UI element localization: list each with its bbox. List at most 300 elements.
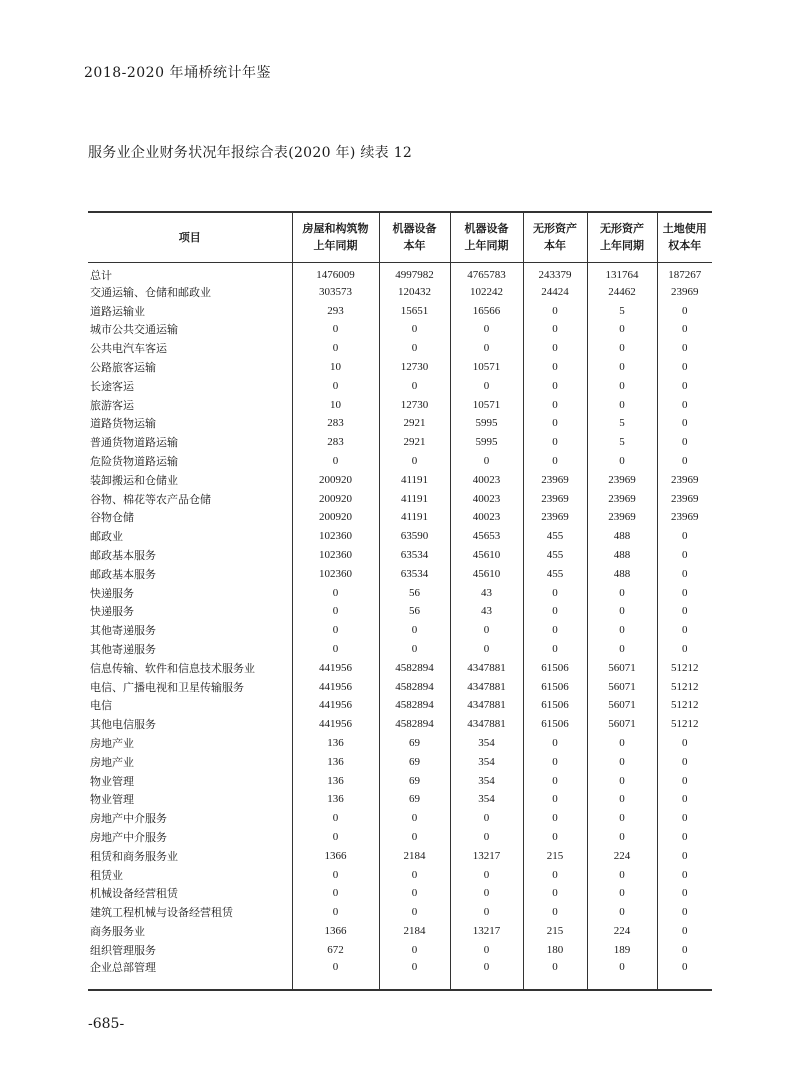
table-cell: 51212 bbox=[657, 696, 712, 715]
table-cell: 0 bbox=[292, 339, 379, 358]
table-cell: 61506 bbox=[523, 677, 587, 696]
table-cell: 45653 bbox=[450, 527, 523, 546]
table-cell: 0 bbox=[292, 376, 379, 395]
table-cell: 2921 bbox=[379, 414, 450, 433]
table-cell: 40023 bbox=[450, 470, 523, 489]
table-cell: 0 bbox=[587, 621, 657, 640]
table-cell: 187267 bbox=[657, 262, 712, 283]
table-row bbox=[88, 734, 712, 753]
table-cell: 136 bbox=[292, 752, 379, 771]
table-cell: 5 bbox=[587, 433, 657, 452]
table-cell: 102242 bbox=[450, 283, 523, 302]
table-cell: 215 bbox=[523, 922, 587, 941]
table-cell: 0 bbox=[587, 734, 657, 753]
table-cell: 102360 bbox=[292, 546, 379, 565]
table-cell: 0 bbox=[587, 452, 657, 471]
table-cell: 0 bbox=[523, 414, 587, 433]
table-cell: 488 bbox=[587, 527, 657, 546]
row-label: 企业总部管理 bbox=[88, 959, 292, 990]
table-cell: 200920 bbox=[292, 508, 379, 527]
table-row bbox=[88, 489, 712, 508]
table-cell: 4582894 bbox=[379, 696, 450, 715]
table-row bbox=[88, 414, 712, 433]
column-header bbox=[292, 212, 379, 262]
table-cell: 0 bbox=[587, 602, 657, 621]
row-label: 房地产中介服务 bbox=[90, 831, 167, 844]
table-row bbox=[88, 846, 712, 865]
table-cell: 23969 bbox=[657, 489, 712, 508]
column-header-line1: 无形资产 bbox=[600, 222, 644, 236]
table-cell: 0 bbox=[657, 752, 712, 771]
table-cell: 4347881 bbox=[450, 696, 523, 715]
table-cell: 0 bbox=[587, 339, 657, 358]
table-cell: 0 bbox=[657, 527, 712, 546]
row-label: 普通货物道路运输 bbox=[90, 436, 178, 450]
table-cell: 69 bbox=[379, 771, 450, 790]
table-cell: 0 bbox=[657, 809, 712, 828]
column-header-line1: 机器设备 bbox=[392, 222, 437, 236]
row-label: 商务服务业 bbox=[90, 924, 145, 938]
table-body bbox=[88, 262, 712, 990]
table-cell: 51212 bbox=[657, 677, 712, 696]
table-cell: 23969 bbox=[587, 489, 657, 508]
table-cell: 293 bbox=[292, 301, 379, 320]
table-cell: 12730 bbox=[379, 358, 450, 377]
table-cell: 0 bbox=[657, 903, 712, 922]
table-cell: 224 bbox=[587, 922, 657, 941]
table-cell: 23969 bbox=[657, 283, 712, 302]
table-cell: 4582894 bbox=[379, 658, 450, 677]
table-cell: 41191 bbox=[379, 508, 450, 527]
table-cell: 24424 bbox=[523, 283, 587, 302]
row-label: 城市公共交通运输 bbox=[90, 323, 178, 337]
table-cell: 2921 bbox=[379, 433, 450, 452]
row-label: 电信、广播电视和卫星传输服务 bbox=[90, 680, 244, 694]
table-cell: 0 bbox=[523, 376, 587, 395]
table-cell: 0 bbox=[523, 301, 587, 320]
table-cell: 0 bbox=[292, 809, 379, 828]
table-cell: 283 bbox=[292, 433, 379, 452]
table-cell: 0 bbox=[379, 903, 450, 922]
table-cell: 0 bbox=[523, 583, 587, 602]
table-cell: 0 bbox=[379, 940, 450, 959]
row-label: 房地产中介服务 bbox=[90, 812, 167, 826]
table-cell: 0 bbox=[587, 395, 657, 414]
table-cell: 0 bbox=[657, 414, 712, 433]
statistics-table bbox=[88, 211, 712, 991]
table-cell: 4347881 bbox=[450, 715, 523, 734]
table-cell: 5 bbox=[587, 301, 657, 320]
table-cell: 354 bbox=[450, 734, 523, 753]
table-row bbox=[88, 546, 712, 565]
table-cell: 15651 bbox=[379, 301, 450, 320]
column-header-line1: 机器设备 bbox=[464, 222, 509, 236]
table-row bbox=[88, 828, 712, 847]
table-row bbox=[88, 508, 712, 527]
table-cell: 0 bbox=[657, 339, 712, 358]
table-cell: 455 bbox=[523, 527, 587, 546]
row-label: 道路运输业 bbox=[90, 304, 145, 318]
column-header-line2: 上年同期 bbox=[313, 239, 358, 253]
row-label: 公路旅客运输 bbox=[90, 361, 156, 375]
row-label: 电信 bbox=[90, 699, 112, 713]
table-cell: 0 bbox=[379, 884, 450, 903]
table-cell: 0 bbox=[657, 602, 712, 621]
table-cell: 12730 bbox=[379, 395, 450, 414]
table-row bbox=[88, 564, 712, 583]
table-cell: 0 bbox=[292, 452, 379, 471]
table-cell: 488 bbox=[587, 564, 657, 583]
table-row bbox=[88, 301, 712, 320]
table-row bbox=[88, 395, 712, 414]
table-cell: 0 bbox=[657, 884, 712, 903]
table-cell: 0 bbox=[523, 640, 587, 659]
table-cell: 0 bbox=[587, 959, 657, 990]
column-header-line2: 本年 bbox=[403, 239, 426, 253]
table-cell: 43 bbox=[450, 583, 523, 602]
table-cell: 0 bbox=[657, 358, 712, 377]
table-row bbox=[88, 470, 712, 489]
table-row bbox=[88, 283, 712, 302]
row-label: 快递服务 bbox=[90, 605, 134, 619]
table-cell: 0 bbox=[523, 771, 587, 790]
table-cell: 354 bbox=[450, 752, 523, 771]
column-header bbox=[523, 212, 587, 262]
table-cell: 455 bbox=[523, 546, 587, 565]
table-cell: 136 bbox=[292, 790, 379, 809]
table-row bbox=[88, 696, 712, 715]
table-cell: 4997982 bbox=[379, 262, 450, 283]
table-cell: 0 bbox=[450, 339, 523, 358]
row-label: 邮政基本服务 bbox=[90, 549, 156, 563]
table-row bbox=[88, 452, 712, 471]
table-cell: 136 bbox=[292, 734, 379, 753]
table-cell: 0 bbox=[523, 395, 587, 414]
table-cell: 0 bbox=[450, 621, 523, 640]
row-label: 租赁和商务服务业 bbox=[90, 849, 178, 863]
row-label: 长途客运 bbox=[90, 379, 134, 393]
table-cell: 0 bbox=[379, 621, 450, 640]
table-cell: 1476009 bbox=[292, 262, 379, 283]
column-header-line1: 房屋和构筑物 bbox=[302, 222, 369, 236]
table-cell: 56 bbox=[379, 583, 450, 602]
table-cell: 200920 bbox=[292, 489, 379, 508]
table-cell: 0 bbox=[657, 395, 712, 414]
table-cell: 0 bbox=[450, 959, 523, 990]
table-cell: 303573 bbox=[292, 283, 379, 302]
table-cell: 23969 bbox=[587, 470, 657, 489]
table-cell: 5995 bbox=[450, 414, 523, 433]
table-cell: 0 bbox=[450, 828, 523, 847]
table-cell: 0 bbox=[657, 828, 712, 847]
table-row bbox=[88, 339, 712, 358]
table-cell: 0 bbox=[292, 583, 379, 602]
row-label: 谷物、棉花等农产品仓储 bbox=[90, 492, 211, 506]
table-cell: 1366 bbox=[292, 922, 379, 941]
table-cell: 0 bbox=[450, 376, 523, 395]
table-cell: 0 bbox=[450, 940, 523, 959]
table-cell: 0 bbox=[379, 320, 450, 339]
page-number: -685- bbox=[88, 1016, 125, 1032]
table-cell: 0 bbox=[657, 734, 712, 753]
table-cell: 0 bbox=[587, 376, 657, 395]
table-cell: 0 bbox=[523, 358, 587, 377]
table-cell: 4347881 bbox=[450, 677, 523, 696]
table-cell: 23969 bbox=[523, 470, 587, 489]
row-label: 总计 bbox=[90, 268, 112, 282]
table-cell: 0 bbox=[379, 640, 450, 659]
table-cell: 455 bbox=[523, 564, 587, 583]
table-cell: 0 bbox=[450, 865, 523, 884]
column-header bbox=[88, 212, 292, 262]
table-cell: 4765783 bbox=[450, 262, 523, 283]
row-label: 装卸搬运和仓储业 bbox=[90, 473, 178, 487]
table-cell: 63534 bbox=[379, 564, 450, 583]
column-header-line2: 权本年 bbox=[668, 239, 702, 253]
table-cell: 23969 bbox=[657, 470, 712, 489]
table-cell: 0 bbox=[657, 583, 712, 602]
table-cell: 0 bbox=[587, 865, 657, 884]
table-cell: 13217 bbox=[450, 846, 523, 865]
table-row bbox=[88, 621, 712, 640]
table-cell: 0 bbox=[292, 884, 379, 903]
table-row bbox=[88, 771, 712, 790]
table-cell: 120432 bbox=[379, 283, 450, 302]
table-cell: 61506 bbox=[523, 715, 587, 734]
table-cell: 16566 bbox=[450, 301, 523, 320]
table-cell: 51212 bbox=[657, 715, 712, 734]
table-cell: 0 bbox=[292, 320, 379, 339]
table-cell: 0 bbox=[587, 320, 657, 339]
table-cell: 441956 bbox=[292, 658, 379, 677]
header-row bbox=[88, 212, 712, 262]
table-row bbox=[88, 752, 712, 771]
column-header-line2: 上年同期 bbox=[464, 239, 509, 253]
table-cell: 0 bbox=[587, 771, 657, 790]
table-cell: 0 bbox=[523, 602, 587, 621]
column-header bbox=[587, 212, 657, 262]
table-cell: 0 bbox=[657, 865, 712, 884]
table-cell: 40023 bbox=[450, 508, 523, 527]
table-row bbox=[88, 790, 712, 809]
table-row bbox=[88, 262, 712, 283]
table-cell: 2184 bbox=[379, 846, 450, 865]
table-cell: 4347881 bbox=[450, 658, 523, 677]
row-label: 交通运输、仓储和邮政业 bbox=[90, 285, 211, 299]
table-cell: 180 bbox=[523, 940, 587, 959]
table-cell: 0 bbox=[379, 809, 450, 828]
table-row bbox=[88, 903, 712, 922]
table-cell: 0 bbox=[523, 752, 587, 771]
row-label: 道路货物运输 bbox=[90, 417, 156, 431]
row-label: 危险货物道路运输 bbox=[90, 455, 178, 469]
row-label: 其他寄递服务 bbox=[90, 643, 156, 657]
table-cell: 441956 bbox=[292, 696, 379, 715]
table-cell: 56071 bbox=[587, 715, 657, 734]
table-cell: 0 bbox=[657, 564, 712, 583]
table-cell: 0 bbox=[292, 640, 379, 659]
row-label: 信息传输、软件和信息技术服务业 bbox=[90, 661, 255, 675]
table-cell: 0 bbox=[657, 959, 712, 990]
table-cell: 13217 bbox=[450, 922, 523, 941]
column-header bbox=[657, 212, 712, 262]
table-cell: 0 bbox=[523, 320, 587, 339]
table-cell: 0 bbox=[657, 922, 712, 941]
table-cell: 283 bbox=[292, 414, 379, 433]
table-row bbox=[88, 433, 712, 452]
table-row bbox=[88, 320, 712, 339]
table-cell: 0 bbox=[657, 301, 712, 320]
table-cell: 189 bbox=[587, 940, 657, 959]
column-header-line1: 项目 bbox=[178, 230, 201, 244]
table-cell: 215 bbox=[523, 846, 587, 865]
table-row bbox=[88, 922, 712, 941]
table-cell: 0 bbox=[523, 790, 587, 809]
table-cell: 102360 bbox=[292, 564, 379, 583]
table-cell: 23969 bbox=[657, 508, 712, 527]
row-label: 邮政业 bbox=[90, 530, 123, 544]
table-cell: 45610 bbox=[450, 564, 523, 583]
table-cell: 0 bbox=[523, 828, 587, 847]
table-cell: 63534 bbox=[379, 546, 450, 565]
table-row bbox=[88, 358, 712, 377]
table-cell: 10571 bbox=[450, 395, 523, 414]
table-row bbox=[88, 715, 712, 734]
table-cell: 0 bbox=[450, 452, 523, 471]
row-label: 机械设备经营租赁 bbox=[90, 887, 178, 901]
row-label: 邮政基本服务 bbox=[90, 567, 156, 581]
table-cell: 69 bbox=[379, 734, 450, 753]
table-row bbox=[88, 376, 712, 395]
table-cell: 102360 bbox=[292, 527, 379, 546]
table-cell: 0 bbox=[379, 452, 450, 471]
row-label: 旅游客运 bbox=[90, 398, 134, 412]
table-cell: 0 bbox=[523, 339, 587, 358]
column-header-line1: 无形资产 bbox=[533, 222, 577, 236]
row-label: 物业管理 bbox=[90, 793, 134, 807]
row-label: 其他寄递服务 bbox=[90, 624, 156, 638]
table-header bbox=[88, 212, 712, 262]
table-cell: 0 bbox=[587, 640, 657, 659]
table-cell: 61506 bbox=[523, 696, 587, 715]
table-cell: 10 bbox=[292, 395, 379, 414]
table-cell: 0 bbox=[587, 828, 657, 847]
table-cell: 43 bbox=[450, 602, 523, 621]
table-cell: 41191 bbox=[379, 489, 450, 508]
table-cell: 24462 bbox=[587, 283, 657, 302]
table-cell: 0 bbox=[379, 865, 450, 884]
table-cell: 56 bbox=[379, 602, 450, 621]
table-cell: 51212 bbox=[657, 658, 712, 677]
table-row bbox=[88, 602, 712, 621]
table-cell: 23969 bbox=[587, 508, 657, 527]
table-row bbox=[88, 809, 712, 828]
table-row bbox=[88, 677, 712, 696]
table-cell: 0 bbox=[523, 884, 587, 903]
row-label: 房地产业 bbox=[90, 737, 134, 751]
row-label: 快递服务 bbox=[90, 586, 134, 600]
table-cell: 0 bbox=[379, 339, 450, 358]
table-cell: 136 bbox=[292, 771, 379, 790]
table-cell: 0 bbox=[450, 903, 523, 922]
column-header-line1: 土地使用 bbox=[662, 222, 707, 236]
table-cell: 0 bbox=[587, 358, 657, 377]
table-cell: 2184 bbox=[379, 922, 450, 941]
table-cell: 441956 bbox=[292, 715, 379, 734]
table-cell: 56071 bbox=[587, 677, 657, 696]
table-cell: 0 bbox=[523, 809, 587, 828]
table-cell: 0 bbox=[379, 959, 450, 990]
table-cell: 56071 bbox=[587, 696, 657, 715]
table-cell: 0 bbox=[657, 546, 712, 565]
table-row bbox=[88, 527, 712, 546]
table-cell: 0 bbox=[657, 846, 712, 865]
table-cell: 354 bbox=[450, 790, 523, 809]
table-cell: 40023 bbox=[450, 489, 523, 508]
column-header-line2: 本年 bbox=[544, 239, 566, 253]
table-cell: 0 bbox=[657, 790, 712, 809]
table-cell: 5 bbox=[587, 414, 657, 433]
column-header bbox=[450, 212, 523, 262]
table-cell: 0 bbox=[523, 865, 587, 884]
table-cell: 0 bbox=[657, 376, 712, 395]
table-cell: 0 bbox=[292, 602, 379, 621]
row-label: 其他电信服务 bbox=[90, 718, 156, 732]
table-cell: 63590 bbox=[379, 527, 450, 546]
table-cell: 0 bbox=[657, 640, 712, 659]
table-cell: 0 bbox=[450, 809, 523, 828]
column-header-line2: 上年同期 bbox=[600, 239, 644, 253]
table-cell: 23969 bbox=[523, 508, 587, 527]
table-cell: 10 bbox=[292, 358, 379, 377]
table-cell: 672 bbox=[292, 940, 379, 959]
table-cell: 131764 bbox=[587, 262, 657, 283]
row-label: 组织管理服务 bbox=[90, 943, 156, 957]
table-cell: 5995 bbox=[450, 433, 523, 452]
table-cell: 45610 bbox=[450, 546, 523, 565]
table-cell: 0 bbox=[450, 320, 523, 339]
table-cell: 41191 bbox=[379, 470, 450, 489]
table-row bbox=[88, 940, 712, 959]
table-cell: 0 bbox=[587, 809, 657, 828]
table-title: 服务业企业财务状况年报综合表(2020 年) 续表 12 bbox=[88, 145, 413, 161]
table-cell: 0 bbox=[379, 828, 450, 847]
table-cell: 488 bbox=[587, 546, 657, 565]
table-cell: 61506 bbox=[523, 658, 587, 677]
table-cell: 0 bbox=[657, 771, 712, 790]
row-label: 谷物仓储 bbox=[90, 511, 134, 525]
row-label: 物业管理 bbox=[90, 774, 134, 788]
table-cell: 0 bbox=[292, 621, 379, 640]
table-row bbox=[88, 640, 712, 659]
table-cell: 0 bbox=[587, 752, 657, 771]
table-cell: 200920 bbox=[292, 470, 379, 489]
table-cell: 4582894 bbox=[379, 715, 450, 734]
table-cell: 69 bbox=[379, 752, 450, 771]
table-cell: 0 bbox=[523, 734, 587, 753]
table-cell: 354 bbox=[450, 771, 523, 790]
running-head: 2018-2020 年埇桥统计年鉴 bbox=[84, 65, 271, 81]
column-header bbox=[379, 212, 450, 262]
table-cell: 224 bbox=[587, 846, 657, 865]
table-cell: 23969 bbox=[523, 489, 587, 508]
table-cell: 56071 bbox=[587, 658, 657, 677]
table-cell: 0 bbox=[657, 452, 712, 471]
table-row bbox=[88, 959, 712, 990]
table-cell: 0 bbox=[523, 959, 587, 990]
table-row bbox=[88, 865, 712, 884]
table-cell: 0 bbox=[587, 583, 657, 602]
